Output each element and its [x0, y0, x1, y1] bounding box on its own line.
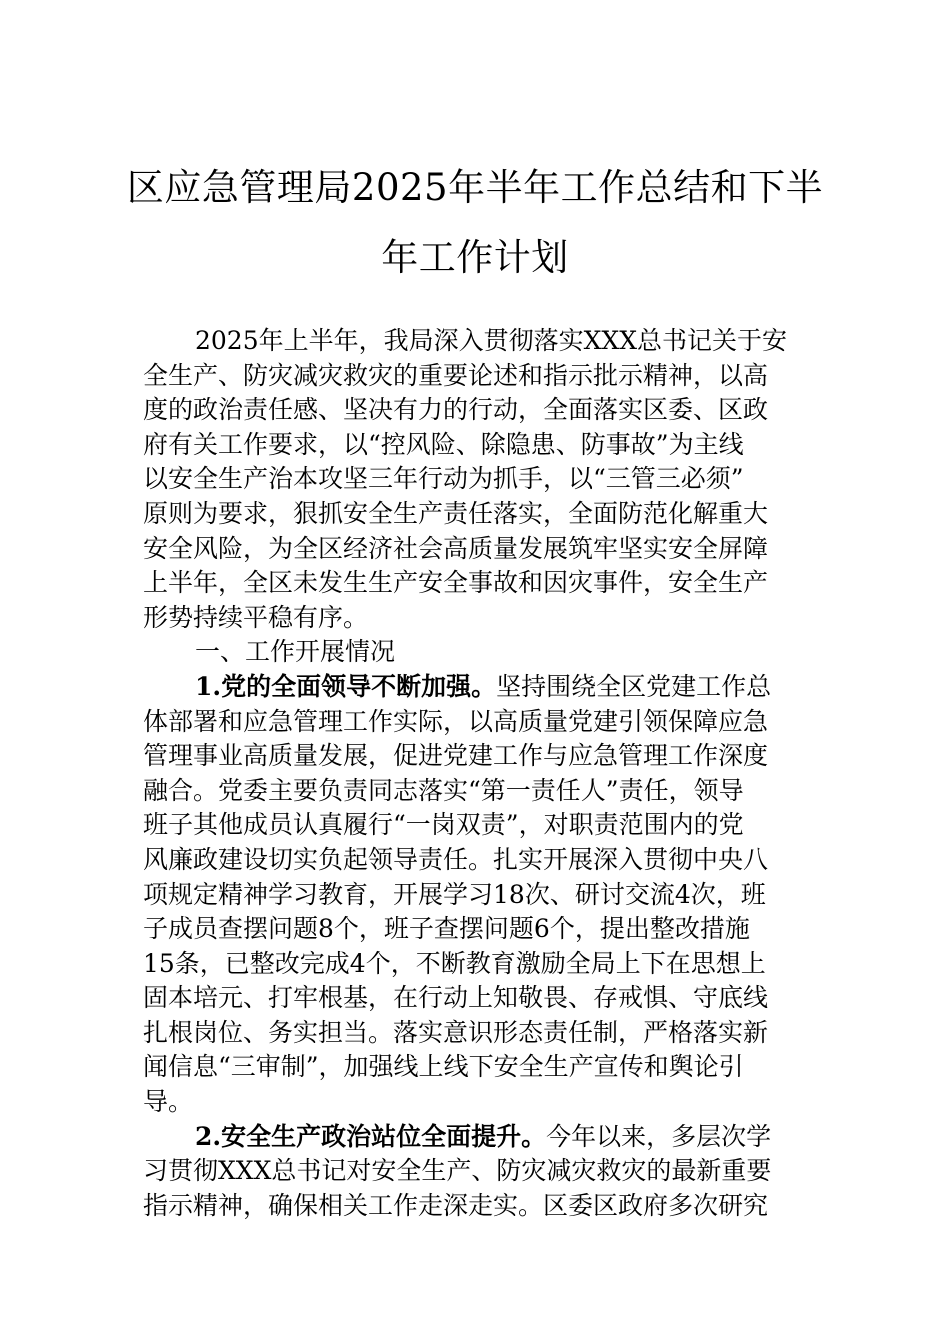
body-line [143, 843, 809, 878]
body-line [143, 1154, 809, 1189]
body-text: 指示精神，确保相关工作走深走实。区委区政府多次研究 [143, 1190, 769, 1220]
body-line [143, 393, 809, 428]
body-line [143, 1085, 809, 1120]
body-text: 融合。党委主要负责同志落实“第一责任人”责任，领导 [143, 775, 744, 805]
body-line [143, 635, 809, 670]
body-text: 管理事业高质量发展，促进党建工作与应急管理工作深度 [143, 741, 769, 771]
body-line [143, 705, 809, 740]
body-line [143, 324, 809, 359]
body-line [143, 428, 809, 463]
body-text: 府有关工作要求，以“控风险、除隐患、防事故”为主线 [143, 429, 744, 459]
body-line [143, 947, 809, 982]
body-line [143, 1050, 809, 1085]
body-line [143, 1016, 809, 1051]
body-text: 风廉政建设切实负起领导责任。扎实开展深入贯彻中央八 [143, 844, 769, 874]
body-line [143, 462, 809, 497]
body-text: 安全风险，为全区经济社会高质量发展筑牢坚实安全屏障 [143, 533, 769, 563]
body-line [143, 497, 809, 532]
body-line [143, 1120, 809, 1155]
body-text: 闻信息“三审制”，加强线上线下安全生产宣传和舆论引 [143, 1052, 744, 1082]
body-line [143, 1189, 809, 1224]
body-text: 一、工作开展情况 [195, 637, 396, 667]
body-text: 习贯彻XXX总书记对安全生产、防灾减灾救灾的最新重要 [143, 1156, 772, 1186]
document-title-line-2: 年工作计划 [381, 236, 569, 279]
body-text: 子成员查摆问题8个，班子查摆问题6个，提出整改措施 [143, 914, 750, 944]
body-text: 项规定精神学习教育，开展学习18次、研讨交流4次，班 [143, 879, 766, 909]
section-heading: 1.党的全面领导不断加强。 [195, 671, 497, 701]
document-title-line-1: 区应急管理局2025年半年工作总结和下半 [126, 166, 824, 209]
body-text: 形势持续平稳有序。 [143, 602, 369, 632]
body-line [143, 808, 809, 843]
body-line [143, 912, 809, 947]
body-text: 15条，已整改完成4个，不断教育激励全局上下在思想上 [143, 948, 766, 978]
body-line [143, 878, 809, 913]
body-line [143, 774, 809, 809]
section-heading: 2.安全生产政治站位全面提升。 [195, 1121, 547, 1151]
body-text: 坚持围绕全区党建工作总 [496, 671, 772, 701]
body-line [143, 359, 809, 394]
body-text: 体部署和应急管理工作实际，以高质量党建引领保障应急 [143, 706, 769, 736]
body-text: 度的政治责任感、坚决有力的行动，全面落实区委、区政 [143, 395, 769, 425]
body-text: 2025年上半年，我局深入贯彻落实XXX总书记关于安 [195, 326, 788, 355]
body-line [143, 981, 809, 1016]
body-line [143, 739, 809, 774]
body-text: 今年以来，多层次学 [546, 1121, 772, 1151]
document-body [143, 324, 809, 1223]
body-line [143, 670, 809, 705]
body-text: 全生产、防灾减灾救灾的重要论述和指示批示精神，以高 [143, 360, 769, 390]
body-line [143, 601, 809, 636]
body-text: 班子其他成员认真履行“一岗双责”，对职责范围内的党 [143, 810, 744, 840]
body-text: 原则为要求，狠抓安全生产责任落实，全面防范化解重大 [143, 498, 769, 528]
body-line [143, 532, 809, 567]
body-text: 扎根岗位、务实担当。落实意识形态责任制，严格落实新 [143, 1017, 769, 1047]
body-text: 固本培元、打牢根基，在行动上知敬畏、存戒惧、守底线 [143, 983, 769, 1013]
body-text: 上半年，全区未发生生产安全事故和因灾事件，安全生产 [143, 568, 769, 598]
body-line [143, 566, 809, 601]
body-text: 导。 [143, 1087, 194, 1117]
body-text: 以安全生产治本攻坚三年行动为抓手，以“三管三必须” [143, 464, 744, 494]
